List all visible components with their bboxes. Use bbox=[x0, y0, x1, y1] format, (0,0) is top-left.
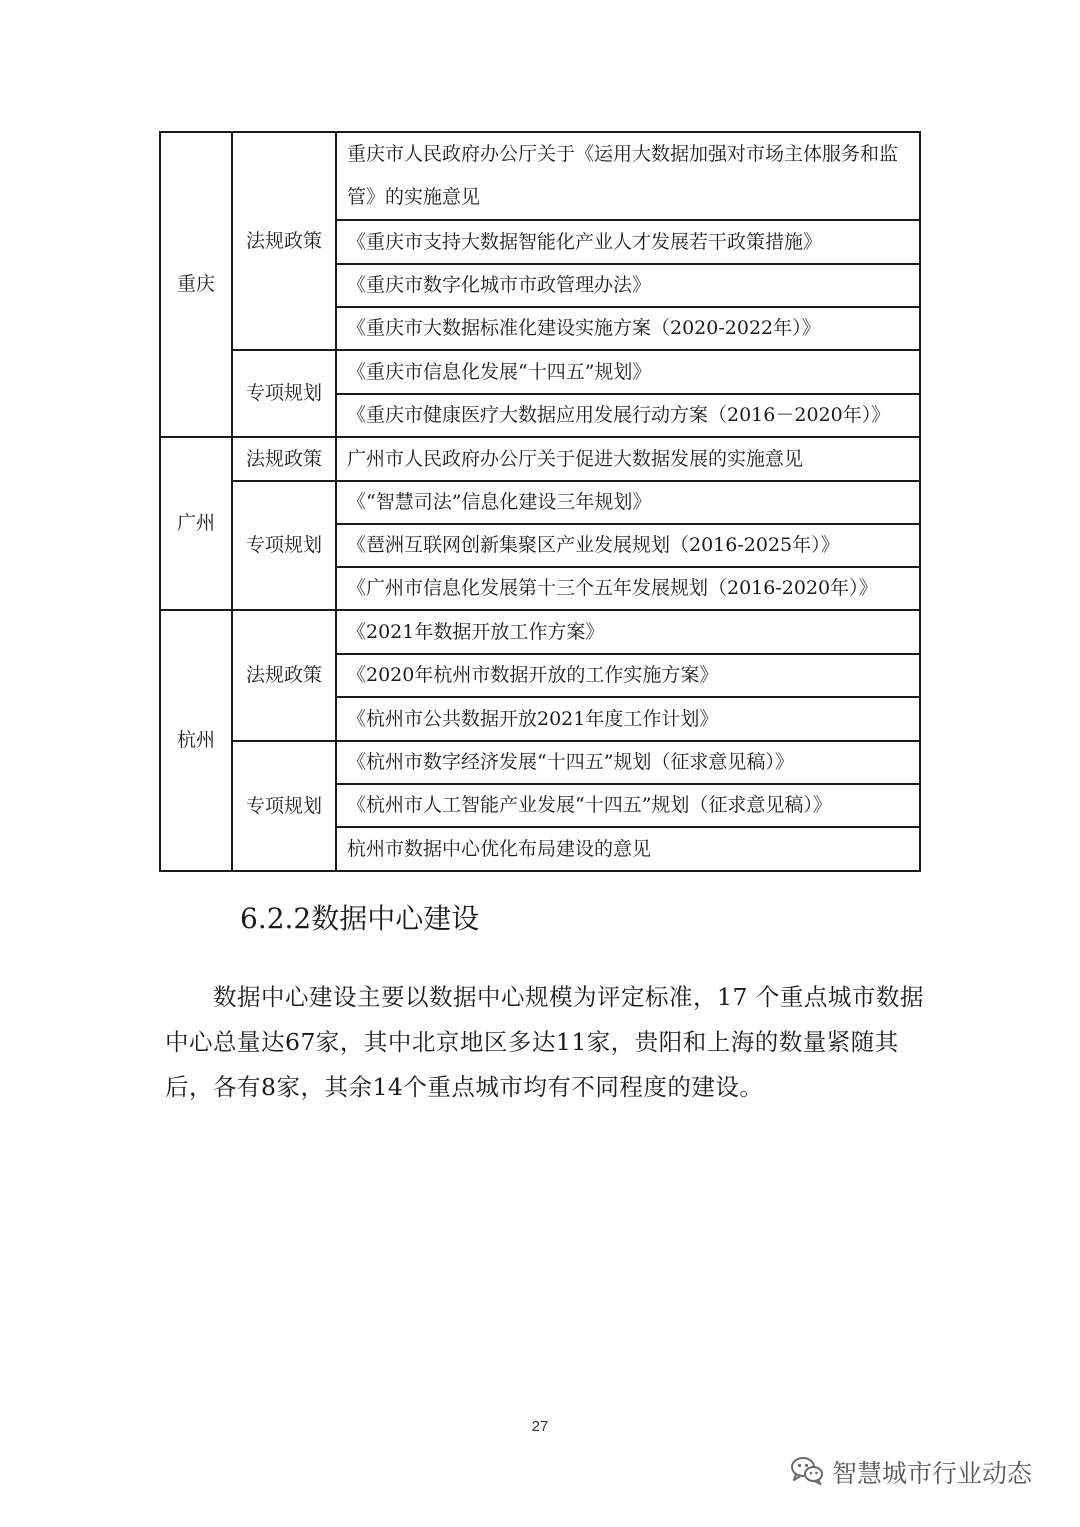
document-cell: 《广州市信息化发展第十三个五年发展规划（2016-2020年）》 bbox=[336, 567, 920, 610]
document-cell: 重庆市人民政府办公厅关于《运用大数据加强对市场主体服务和监管》的实施意见 bbox=[336, 132, 920, 220]
document-cell: 《“智慧司法”信息化建设三年规划》 bbox=[336, 481, 920, 524]
document-cell: 《杭州市数字经济发展“十四五”规划（征求意见稿）》 bbox=[336, 741, 920, 784]
wechat-icon bbox=[790, 1455, 824, 1489]
document-cell: 《杭州市人工智能产业发展“十四五”规划（征求意见稿）》 bbox=[336, 784, 920, 827]
body-paragraph: 数据中心建设主要以数据中心规模为评定标准，17 个重点城市数据中心总量达67家，其中北京地区多达11家，贵阳和上海的数量紧随其后，各有8家，其余14个重点城市均有不同程度的建设。 bbox=[165, 983, 924, 1101]
category-cell: 专项规划 bbox=[232, 481, 336, 610]
category-cell: 法规政策 bbox=[232, 437, 336, 481]
document-cell: 《重庆市大数据标准化建设实施方案（2020-2022年）》 bbox=[336, 307, 920, 350]
category-cell: 法规政策 bbox=[232, 610, 336, 741]
document-cell: 《杭州市公共数据开放2021年度工作计划》 bbox=[336, 697, 920, 741]
document-cell: 《重庆市健康医疗大数据应用发展行动方案（2016－2020年）》 bbox=[336, 394, 920, 437]
document-cell: 杭州市数据中心优化布局建设的意见 bbox=[336, 827, 920, 871]
city-cell-chongqing: 重庆 bbox=[160, 132, 232, 437]
category-cell: 法规政策 bbox=[232, 132, 336, 350]
city-cell-hangzhou: 杭州 bbox=[160, 610, 232, 871]
policy-table bbox=[159, 131, 921, 872]
watermark-text: 智慧城市行业动态 bbox=[832, 1459, 1033, 1488]
city-cell-guangzhou: 广州 bbox=[160, 437, 232, 610]
category-cell: 专项规划 bbox=[232, 741, 336, 871]
section-heading: 6.2.2数据中心建设 bbox=[240, 902, 480, 935]
document-cell: 《琶洲互联网创新集聚区产业发展规划（2016-2025年）》 bbox=[336, 524, 920, 567]
category-cell: 专项规划 bbox=[232, 350, 336, 437]
watermark bbox=[790, 1452, 1032, 1492]
document-cell: 《重庆市信息化发展“十四五”规划》 bbox=[336, 350, 920, 394]
document-cell: 《2021年数据开放工作方案》 bbox=[336, 610, 920, 654]
document-cell: 广州市人民政府办公厅关于促进大数据发展的实施意见 bbox=[336, 437, 920, 481]
document-cell: 《2020年杭州市数据开放的工作实施方案》 bbox=[336, 654, 920, 697]
document-cell: 《重庆市数字化城市市政管理办法》 bbox=[336, 264, 920, 307]
page-number: 27 bbox=[531, 1418, 549, 1435]
document-cell: 《重庆市支持大数据智能化产业人才发展若干政策措施》 bbox=[336, 220, 920, 264]
